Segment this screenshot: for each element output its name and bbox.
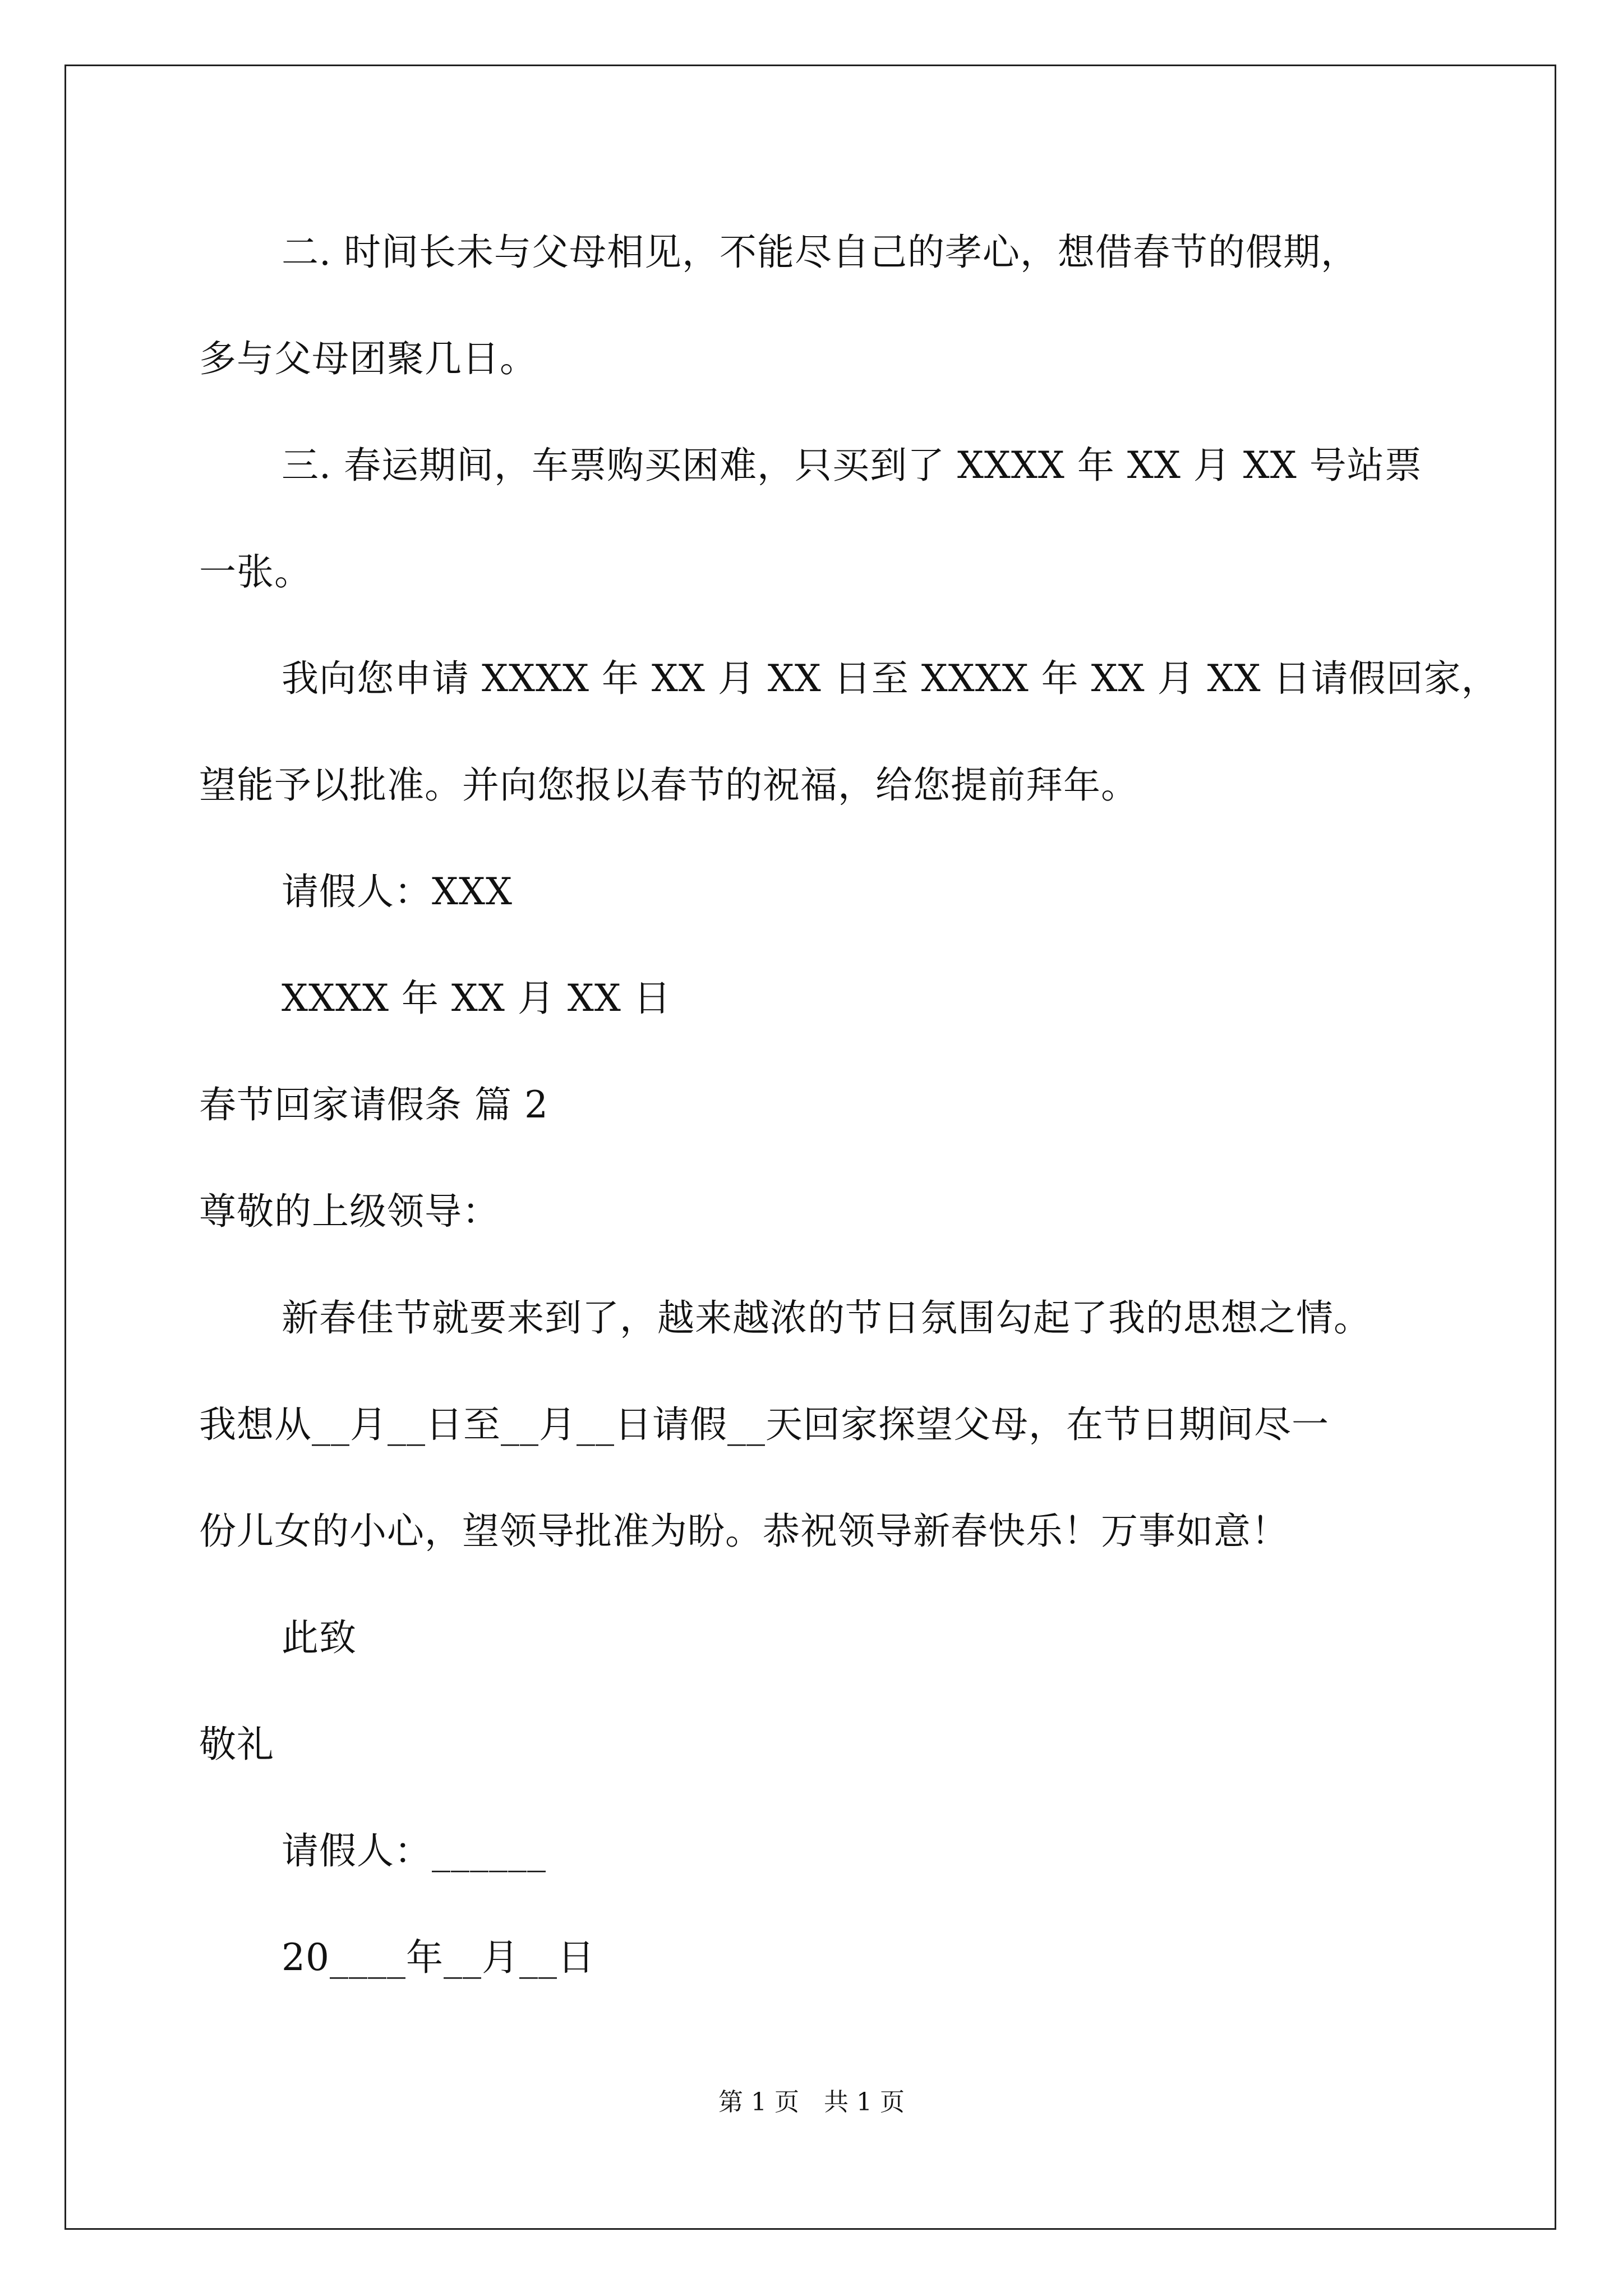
date-line: XXXX 年 XX 月 XX 日 [282,977,671,1020]
date-line: 20____年__月__日 [282,1936,595,1979]
paragraph-line: 我向您申请 XXXX 年 XX 月 XX 日至 XXXX 年 XX 月 XX 日请假回家， [282,657,1499,700]
applicant-line: 请假人：______ [282,1829,546,1872]
paragraph-line: 多与父母团聚几日。 [199,337,537,380]
paragraph-line: 我想从__月__日至__月__日请假__天回家探望父母，在节日期间尽一 [199,1403,1329,1446]
paragraph-line: 望能予以批准。并向您报以春节的祝福，给您提前拜年。 [199,763,1138,807]
applicant-line: 请假人：XXX [282,870,513,913]
paragraph-line: 三. 春运期间，车票购买困难，只买到了 XXXX 年 XX 月 XX 号站票 [282,444,1422,487]
paragraph-line: 二. 时间长未与父母相见，不能尽自己的孝心，想借春节的假期， [282,231,1358,274]
page-number: 第 1 页 共 1 页 [718,2088,905,2116]
paragraph-line: 一张。 [199,550,312,593]
closing-line: 此致 [282,1616,357,1659]
salutation: 尊敬的上级领导： [199,1190,500,1233]
section-title: 春节回家请假条 篇 2 [199,1083,548,1126]
closing-line: 敬礼 [199,1723,274,1766]
paragraph-line: 新春佳节就要来到了，越来越浓的节日氛围勾起了我的思想之情。 [282,1296,1371,1340]
page-border [64,65,1556,2230]
paragraph-line: 份儿女的小心，望领导批准为盼。恭祝领导新春快乐！万事如意！ [199,1510,1289,1553]
